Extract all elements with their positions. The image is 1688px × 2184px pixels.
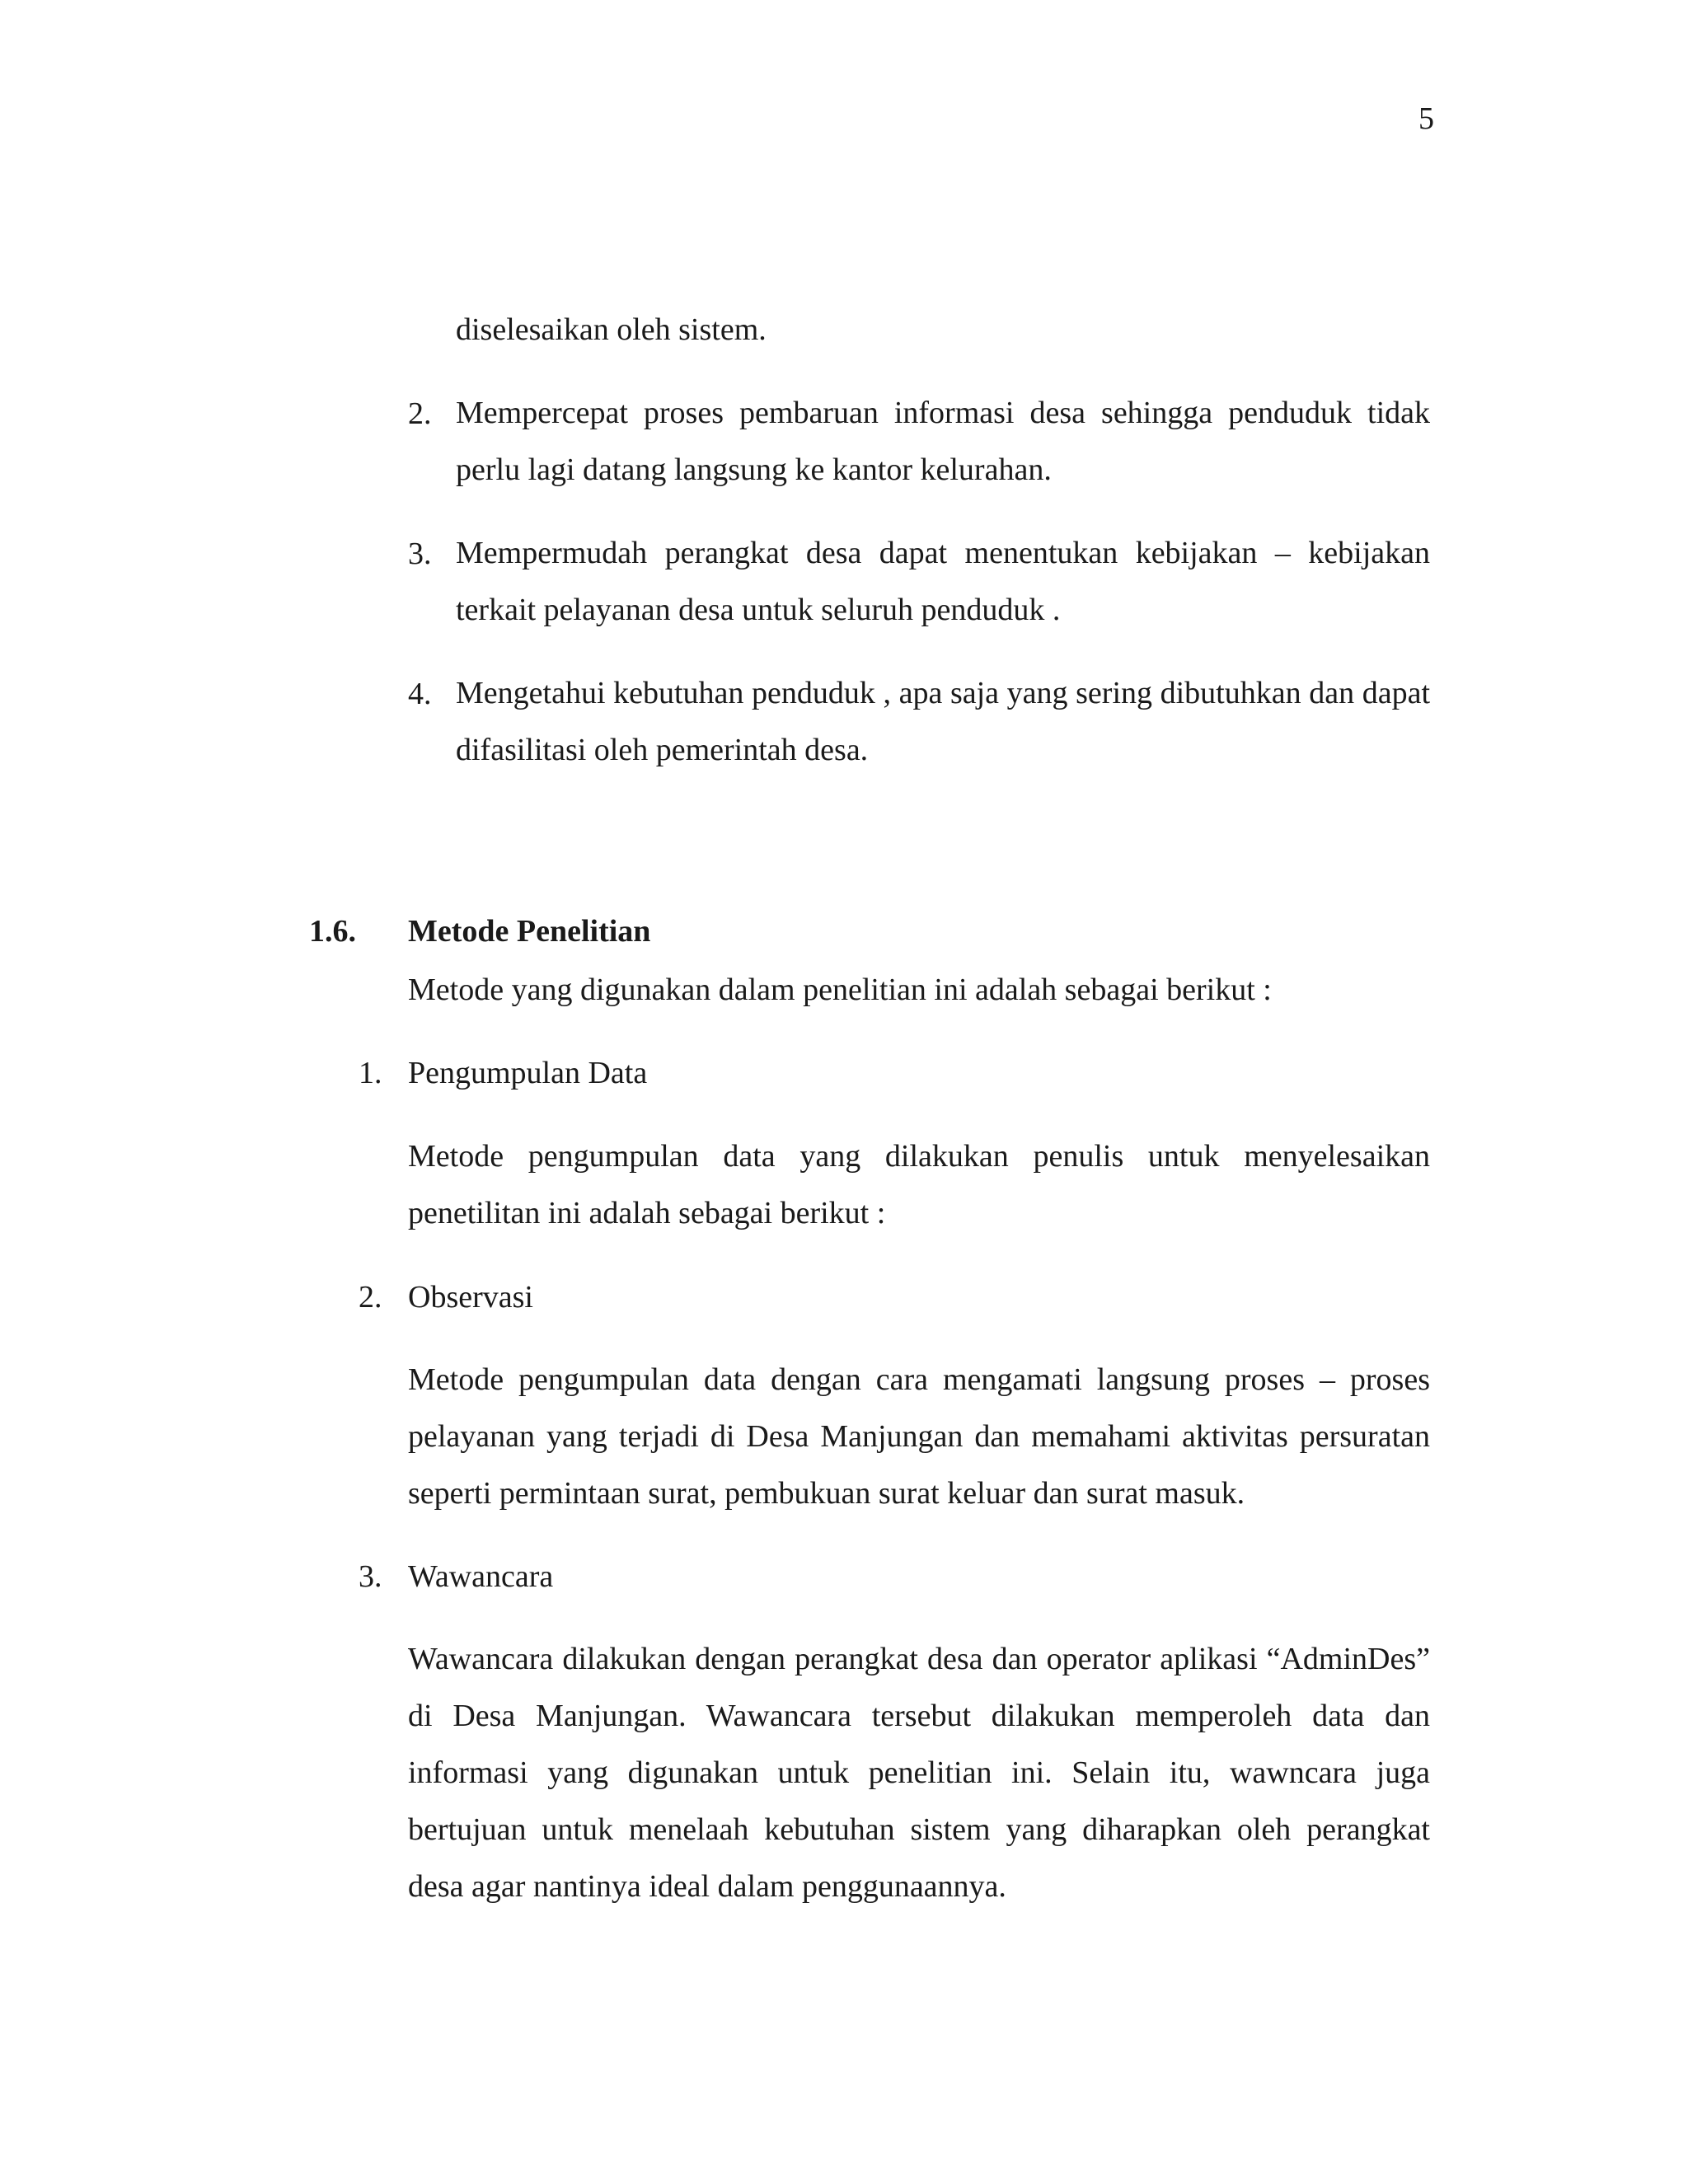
list-item-text: Mempermudah perangkat desa dapat menentukan kebijakan – kebijakan terkait pelayanan desa untuk seluruh penduduk . bbox=[456, 536, 1430, 627]
method-description: Metode pengumpulan data yang dilakukan penulis untuk menyelesaikan penetilitan ini adalah sebagai berikut : bbox=[408, 1139, 1430, 1230]
list-item-text: Mengetahui kebutuhan penduduk , apa saja yang sering dibutuhkan dan dapat difasilitasi oleh pemerintah desa. bbox=[456, 676, 1430, 767]
method-number: 1. bbox=[359, 1056, 382, 1090]
continued-line: diselesaikan oleh sistem. bbox=[456, 312, 767, 347]
section-number: 1.6. bbox=[309, 914, 356, 949]
method-description: Metode pengumpulan data dengan cara mengamati langsung proses – proses pelayanan yang terjadi di Desa Manjungan dan memahami aktivitas persuratan seperti permintaan surat, pembukuan surat keluar dan surat masuk. bbox=[408, 1362, 1430, 1511]
method-number: 3. bbox=[359, 1559, 382, 1594]
list-item-number: 3. bbox=[408, 537, 432, 571]
method-title: Pengumpulan Data bbox=[408, 1056, 648, 1090]
list-item-number: 2. bbox=[408, 396, 432, 431]
method-title: Observasi bbox=[408, 1280, 533, 1315]
list-item-number: 4. bbox=[408, 677, 432, 711]
method-description: Wawancara dilakukan dengan perangkat desa dan operator aplikasi “AdminDes” di Desa Manjungan. Wawancara tersebut dilakukan memperoleh data dan informasi yang digunakan untuk penelitian ini. Selain itu, wawncara juga bertujuan untuk menelaah kebutuhan sistem yang diharapkan oleh perangkat desa agar nantinya ideal dalam penggunaannya. bbox=[408, 1642, 1430, 1904]
method-number: 2. bbox=[359, 1280, 382, 1315]
method-title: Wawancara bbox=[408, 1559, 554, 1594]
list-item-text: Mempercepat proses pembaruan informasi desa sehingga penduduk tidak perlu lagi datang langsung ke kantor kelurahan. bbox=[456, 396, 1430, 487]
page-number: 5 bbox=[1418, 101, 1434, 136]
section-title: Metode Penelitian bbox=[408, 914, 651, 949]
section-intro: Metode yang digunakan dalam penelitian ini adalah sebagai berikut : bbox=[408, 972, 1272, 1007]
